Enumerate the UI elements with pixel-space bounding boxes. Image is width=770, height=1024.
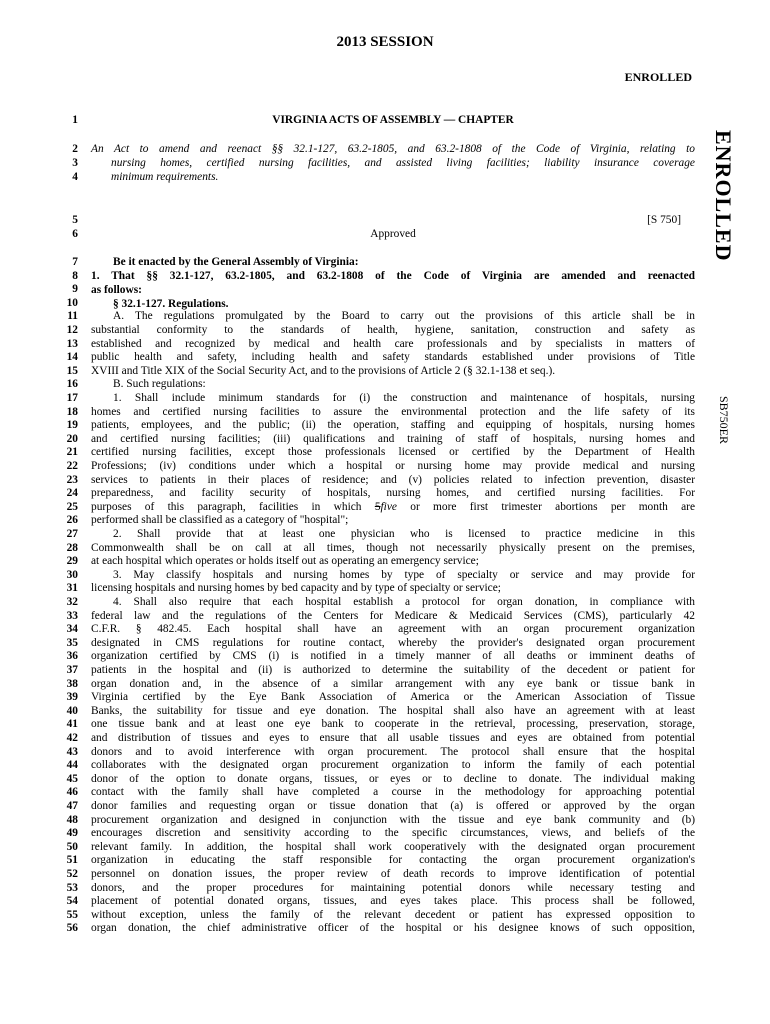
line-number: 13 [66, 337, 78, 350]
line-number: 43 [66, 745, 78, 758]
line-number: 11 [67, 310, 78, 323]
session-heading: 2013 SESSION [336, 34, 434, 50]
line-number: 6 [72, 228, 78, 240]
line-number: 41 [66, 718, 78, 731]
enactment-line: 1. That §§ 32.1-127, 63.2-1805, and 63.2-1808 of the Code of Virginia are amended and reenacted [91, 270, 695, 282]
statute-text-line: at each hospital which operates or holds itself out as operating an emergency service; [91, 555, 479, 568]
line-number: 23 [66, 473, 78, 486]
line-number: 38 [66, 677, 78, 690]
statute-text-line: collaborates with the designated organ procurement organization to inform the family of each potential [91, 759, 695, 772]
statute-text-line: donor families and requesting organ or tissue donation that (a) is offered or approved by the organ [91, 800, 695, 812]
line-number: 5 [72, 214, 78, 226]
line-number: 32 [66, 596, 78, 608]
statute-text-line: Commonwealth shall be on call at all times, though not necessarily physically present on the premises, [91, 541, 695, 554]
enactment-line: as follows: [91, 284, 142, 296]
line-number: 48 [66, 813, 78, 826]
statute-text-line: without exception, unless the family of the relevant decedent or patient has expressed opposition to [91, 908, 695, 921]
statute-text-line: donors and to avoid interference with organ procurement. The protocol shall ensure that the hospital [91, 745, 695, 758]
line-number: 12 [66, 324, 78, 336]
line-number: 1 [72, 114, 78, 126]
line-number: 54 [66, 895, 78, 908]
statute-text-line: organization certified by CMS (i) is notified in a timely manner of all deaths or imminent deaths of [91, 650, 695, 663]
statute-text-line: 2. Shall provide that at least one physician who is licensed to practice medicine in this [113, 528, 695, 540]
statute-text-line: organ donation and, in the absence of a similar arrangement with any eye bank or tissue bank in [91, 677, 695, 690]
statute-text-line: personnel on donation issues, the proper review of death records to improve identification of potential [91, 868, 695, 880]
line-number: 20 [66, 432, 78, 445]
line-number: 39 [66, 691, 78, 704]
statute-text-line: certified nursing facilities, except those professionals licensed or certified by the Department of Health [91, 446, 695, 459]
approved-label: Approved [370, 228, 416, 240]
line-number: 7 [72, 256, 78, 268]
side-bill-id: SB750ER [717, 396, 731, 445]
act-description-line: An Act to amend and reenact §§ 32.1-127, 63.2-1805, and 63.2-1808 of the Code of Virginia, relating to [91, 143, 695, 155]
statute-text-line: B. Such regulations: [113, 378, 206, 391]
act-description-line: nursing homes, certified nursing facilities, and assisted living facilities; liability insurance coverage [111, 157, 695, 169]
statute-text-line: performed shall be classified as a category of "hospital"; [91, 514, 349, 527]
line-number: 50 [66, 840, 78, 853]
line-number: 40 [66, 704, 78, 717]
statute-text-line: relevant family. In addition, the hospital shall work cooperatively with the designated organ procurement [91, 840, 695, 853]
statute-text-line: C.F.R. § 482.45. Each hospital shall have an agreement with an organ procurement organization [91, 623, 695, 636]
statute-text-line: 1. Shall include minimum standards for (i) the construction and maintenance of hospitals, nursing [113, 392, 695, 404]
statute-text-line: Banks, the suitability for tissue and eye donation. The hospital shall also have an agreement with at least [91, 704, 695, 717]
line-number: 22 [66, 460, 78, 472]
act-description-line: minimum requirements. [111, 171, 219, 183]
line-number: 30 [66, 568, 78, 581]
inserted-text: five [380, 500, 397, 513]
line-number: 47 [66, 800, 78, 812]
statute-text-line: Virginia certified by the Eye Bank Association of America or the American Association of Tissue [91, 691, 695, 704]
line-number: 26 [66, 514, 78, 527]
line-number: 25 [66, 500, 78, 513]
line-number: 51 [66, 854, 78, 867]
statute-text-line: procurement organization and designed in conjunction with the tissue and eye bank community and (b) [91, 813, 695, 826]
statute-text-line: donor of the option to donate organs, tissues, or eyes or to decline to donate. The individual making [91, 772, 695, 785]
line-number: 45 [66, 772, 78, 785]
statute-text-line: substantial conformity to the standards of health, hygiene, sanitation, construction and safety as [91, 324, 695, 336]
line-number: 35 [66, 636, 78, 649]
line-number: 27 [66, 528, 78, 540]
line-number: 46 [66, 786, 78, 799]
statute-text-line: XVIII and Title XIX of the Social Security Act, and to the provisions of Article 2 (§ 32.1-138 et seq.). [91, 364, 556, 377]
line-number: 15 [66, 364, 78, 377]
line-number: 4 [72, 171, 78, 183]
statute-text-line: donors, and the proper procedures for maintaining potential donors while necessary testing and [91, 881, 695, 894]
line-number: 8 [72, 269, 78, 282]
section-heading: § 32.1-127. Regulations. [113, 298, 229, 310]
statute-text-line: designated in CMS regulations for routine contact, whereby the provider's designated organ procurement [91, 636, 695, 649]
enrolled-status: ENROLLED [624, 70, 692, 84]
statute-text-line: placement of potential donated organs, tissues, and eyes takes place. This process shall be followed, [91, 895, 695, 908]
line-number: 53 [66, 881, 78, 894]
statute-text-line: and distribution of tissues and eyes to ensure that all usable tissues and eyes are obtained from potential [91, 732, 695, 744]
struck-text: 5 [374, 500, 381, 513]
line-number: 36 [66, 650, 78, 663]
line-number: 42 [66, 732, 78, 744]
statute-text-line: and certified nursing facilities; (iii) qualifications and training of staff of hospitals, nursing homes and [91, 432, 695, 445]
line-number: 18 [66, 405, 78, 418]
side-enrolled-stamp: ENROLLED [711, 130, 736, 262]
statute-text-line [91, 501, 695, 515]
line-number: 16 [66, 378, 78, 391]
line-number: 55 [66, 908, 78, 921]
text-span: or more first trimester abortions per month are [396, 500, 696, 513]
line-number: 14 [66, 351, 78, 364]
statute-text-line: 4. Shall also require that each hospital establish a protocol for organ donation, in compliance with [113, 596, 695, 608]
line-number: 37 [66, 664, 78, 676]
statute-text-line: A. The regulations promulgated by the Board to carry out the provisions of this article shall be in [113, 310, 695, 323]
statute-text-line: organization in educating the staff responsible for contacting the organ procurement organization's [91, 854, 695, 867]
statute-text-line: 3. May classify hospitals and nursing homes by type of specialty or service and may provide for [113, 568, 695, 581]
statute-text-line: public health and safety, including health and safety standards established under provisions of Title [91, 351, 695, 364]
line-number: 28 [66, 541, 78, 554]
statute-text-line: organ donation, the chief administrative officer of the hospital or his designee knows of such opposition, [91, 922, 695, 935]
line-number: 19 [66, 419, 78, 432]
statute-text-line: preparedness, and facility security of hospitals, nursing homes, and certified nursing facilities. For [91, 487, 695, 500]
line-number: 52 [66, 868, 78, 880]
statute-text-line: Professions; (iv) conditions under which a hospital or nursing home may provide medical and nursing [91, 460, 695, 472]
statute-text-line: homes and certified nursing facilities to assure the environmental protection and the life safety of its [91, 405, 695, 418]
statute-text-line: encourages discretion and sensitivity according to the specific circumstances, views, and beliefs of the [91, 827, 695, 840]
line-number: 17 [66, 392, 78, 404]
line-number: 2 [72, 143, 78, 155]
line-number: 49 [66, 827, 78, 840]
statute-text-line: one tissue bank and at least one eye bank to cooperate in the retrieval, processing, preservation, storage, [91, 718, 695, 731]
line-number: 31 [66, 582, 78, 595]
line-number: 24 [66, 487, 78, 500]
act-title: VIRGINIA ACTS OF ASSEMBLY –– CHAPTER [272, 114, 514, 126]
line-number: 3 [72, 157, 78, 169]
statute-text-line: contact with the family shall have completed a course in the methodology for approaching potential [91, 786, 695, 799]
statute-text-line: patients in the hospital and (ii) is authorized to determine the suitability of the decedent or patient for [91, 664, 695, 676]
line-number: 10 [66, 296, 78, 309]
text-span: purposes of this paragraph, facilities in which [91, 500, 375, 513]
line-number: 44 [66, 759, 78, 772]
line-number: 29 [66, 555, 78, 568]
bill-number: [S 750] [647, 214, 681, 226]
enacting-clause: Be it enacted by the General Assembly of Virginia: [113, 256, 359, 268]
line-number: 21 [66, 446, 78, 459]
statute-text-line: federal law and the regulations of the Centers for Medicare & Medicaid Services (CMS), particularly 42 [91, 609, 695, 622]
statute-text-line: licensing hospitals and nursing homes by bed capacity and by type of specialty or service; [91, 582, 501, 595]
line-number: 33 [66, 609, 78, 622]
line-number: 9 [72, 283, 78, 296]
line-number: 34 [66, 623, 78, 636]
statute-text-line: services to patients in their places of residence; and (v) policies related to infection prevention, disaster [91, 473, 695, 486]
statute-text-line: established and recognized by medical and health care professionals and by specialists in matters of [91, 337, 695, 350]
statute-text-line: patients, employees, and the public; (ii) the operation, staffing and equipping of hospitals, nursing homes [91, 419, 695, 432]
line-number: 56 [66, 922, 78, 935]
